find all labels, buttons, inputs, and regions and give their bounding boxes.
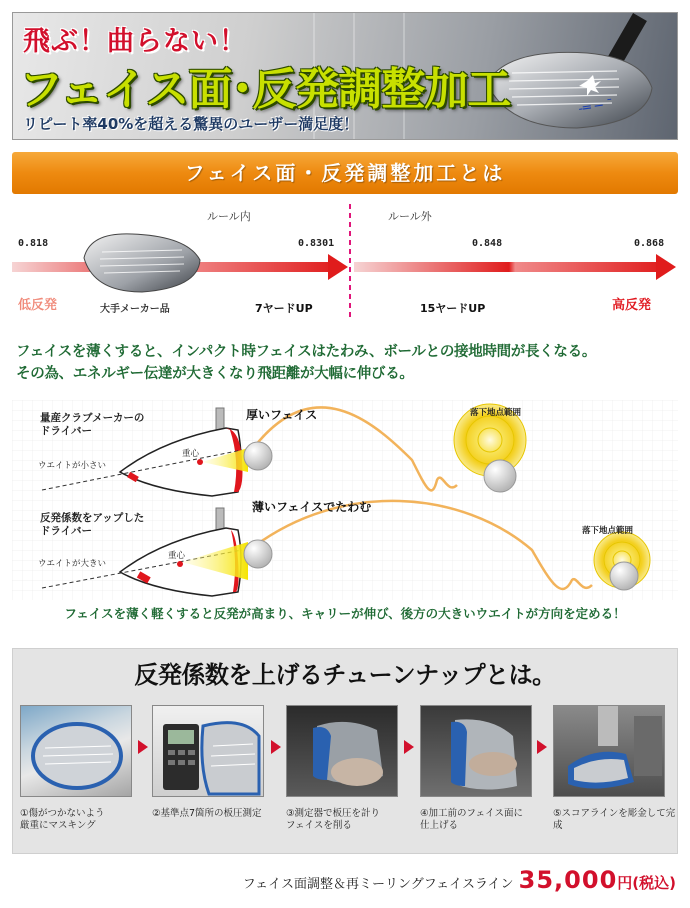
value-0868: 0.868 [634, 238, 665, 249]
step-3-caption [286, 808, 411, 832]
step-1-caption [20, 808, 145, 832]
step-1-caption-line-1: ①傷がつかないよう [20, 808, 105, 819]
step-4-caption-line-1: ④加工前のフェイス面に [420, 808, 523, 819]
tuneup-title: 反発係数を上げるチューンナップとは。 [134, 661, 556, 689]
value-0818: 0.818 [18, 238, 49, 249]
price-amount: 35,000 [518, 866, 618, 894]
step-5-caption-line-1: ⑤スコアラインを彫金して完成 [553, 808, 676, 831]
step-5-caption [553, 808, 678, 832]
thick-face-label: 厚いフェイス [246, 408, 318, 422]
thin-face-label: 薄いフェイスでたわむ [252, 500, 372, 514]
step-7yard: 7ヤードUP [255, 302, 313, 315]
step-2-caption-line-1: ②基準点7箇所の板圧測定 [152, 808, 262, 819]
step-5-photo [553, 705, 665, 797]
value-08301: 0.8301 [298, 238, 335, 249]
diagram-caption: フェイスを薄く軽くすると反発が高まり、キャリーが伸び、後方の大きいウエイトが方向を定める！ [64, 606, 626, 621]
price-unit: 円(税込) [617, 874, 676, 892]
step-arrow-1 [138, 740, 148, 754]
step-arrow-2 [271, 740, 281, 754]
step-3-caption-line-2: フェイスを削る [286, 820, 352, 831]
value-0848: 0.848 [472, 238, 503, 249]
price-label: フェイス面調整＆再ミーリングフェイスライン [242, 877, 514, 892]
top-weight-label: ウエイトが小さい [38, 461, 107, 471]
bottom-driver-title-2: ドライバー [40, 525, 92, 537]
price-line [243, 866, 676, 894]
step-1-photo [20, 705, 132, 797]
svg-text:-═ ─ ˉ: -═ ─ ˉ [577, 97, 615, 117]
step-4-photo [420, 705, 532, 797]
step-arrow-4 [537, 740, 547, 754]
top-driver-title-2: ドライバー [40, 425, 92, 437]
hero-banner [12, 12, 678, 140]
step-2-photo [152, 705, 264, 797]
step-3-photo [286, 705, 398, 797]
bottom-center-label: 重心 [168, 551, 186, 561]
step-15yard: 15ヤードUP [420, 302, 486, 315]
step-3-caption-line-1: ③測定器で板圧を計り [286, 808, 381, 819]
driver-head-icon [84, 234, 200, 292]
bottom-weight-label: ウエイトが大きい [38, 559, 107, 569]
explanation-line-2: その為、エネルギー伝達が大きくなり飛距離が大幅に伸びる。 [16, 365, 414, 382]
step-2-caption [152, 808, 277, 820]
top-center-label: 重心 [182, 449, 200, 459]
step-4-caption-line-2: 仕上げる [420, 820, 459, 831]
maker-label: 大手メーカー品 [100, 304, 170, 315]
bottom-landing-label: 落下地点範囲 [582, 526, 634, 536]
headline-sub: リピート率40%を超える驚異のユーザー満足度！ [23, 115, 359, 133]
step-arrow-3 [404, 740, 414, 754]
explanation-line-1: フェイスを薄くすると、インパクト時フェイスはたわみ、ボールとの接地時間が長くなる。 [16, 343, 597, 360]
step-4-caption [420, 808, 545, 832]
bottom-driver-title-1: 反発係数をアップした [40, 512, 145, 524]
headline-catch: 飛ぶ！曲らない！ [23, 26, 247, 57]
rule-out-label: ルール外 [388, 210, 432, 223]
rule-in-label: ルール内 [207, 210, 251, 223]
low-rebound-label: 低反発 [18, 298, 58, 313]
step-1-caption-line-2: 厳重にマスキング [20, 820, 96, 831]
section-title-bar: フェイス面・反発調整加工とは [12, 152, 678, 194]
top-landing-label: 落下地点範囲 [470, 408, 522, 418]
top-driver-title-1: 量産クラブメーカーの [40, 412, 145, 424]
headline-main: フェイス面･反発調整加工 [19, 64, 511, 115]
high-rebound-label: 高反発 [612, 298, 652, 313]
